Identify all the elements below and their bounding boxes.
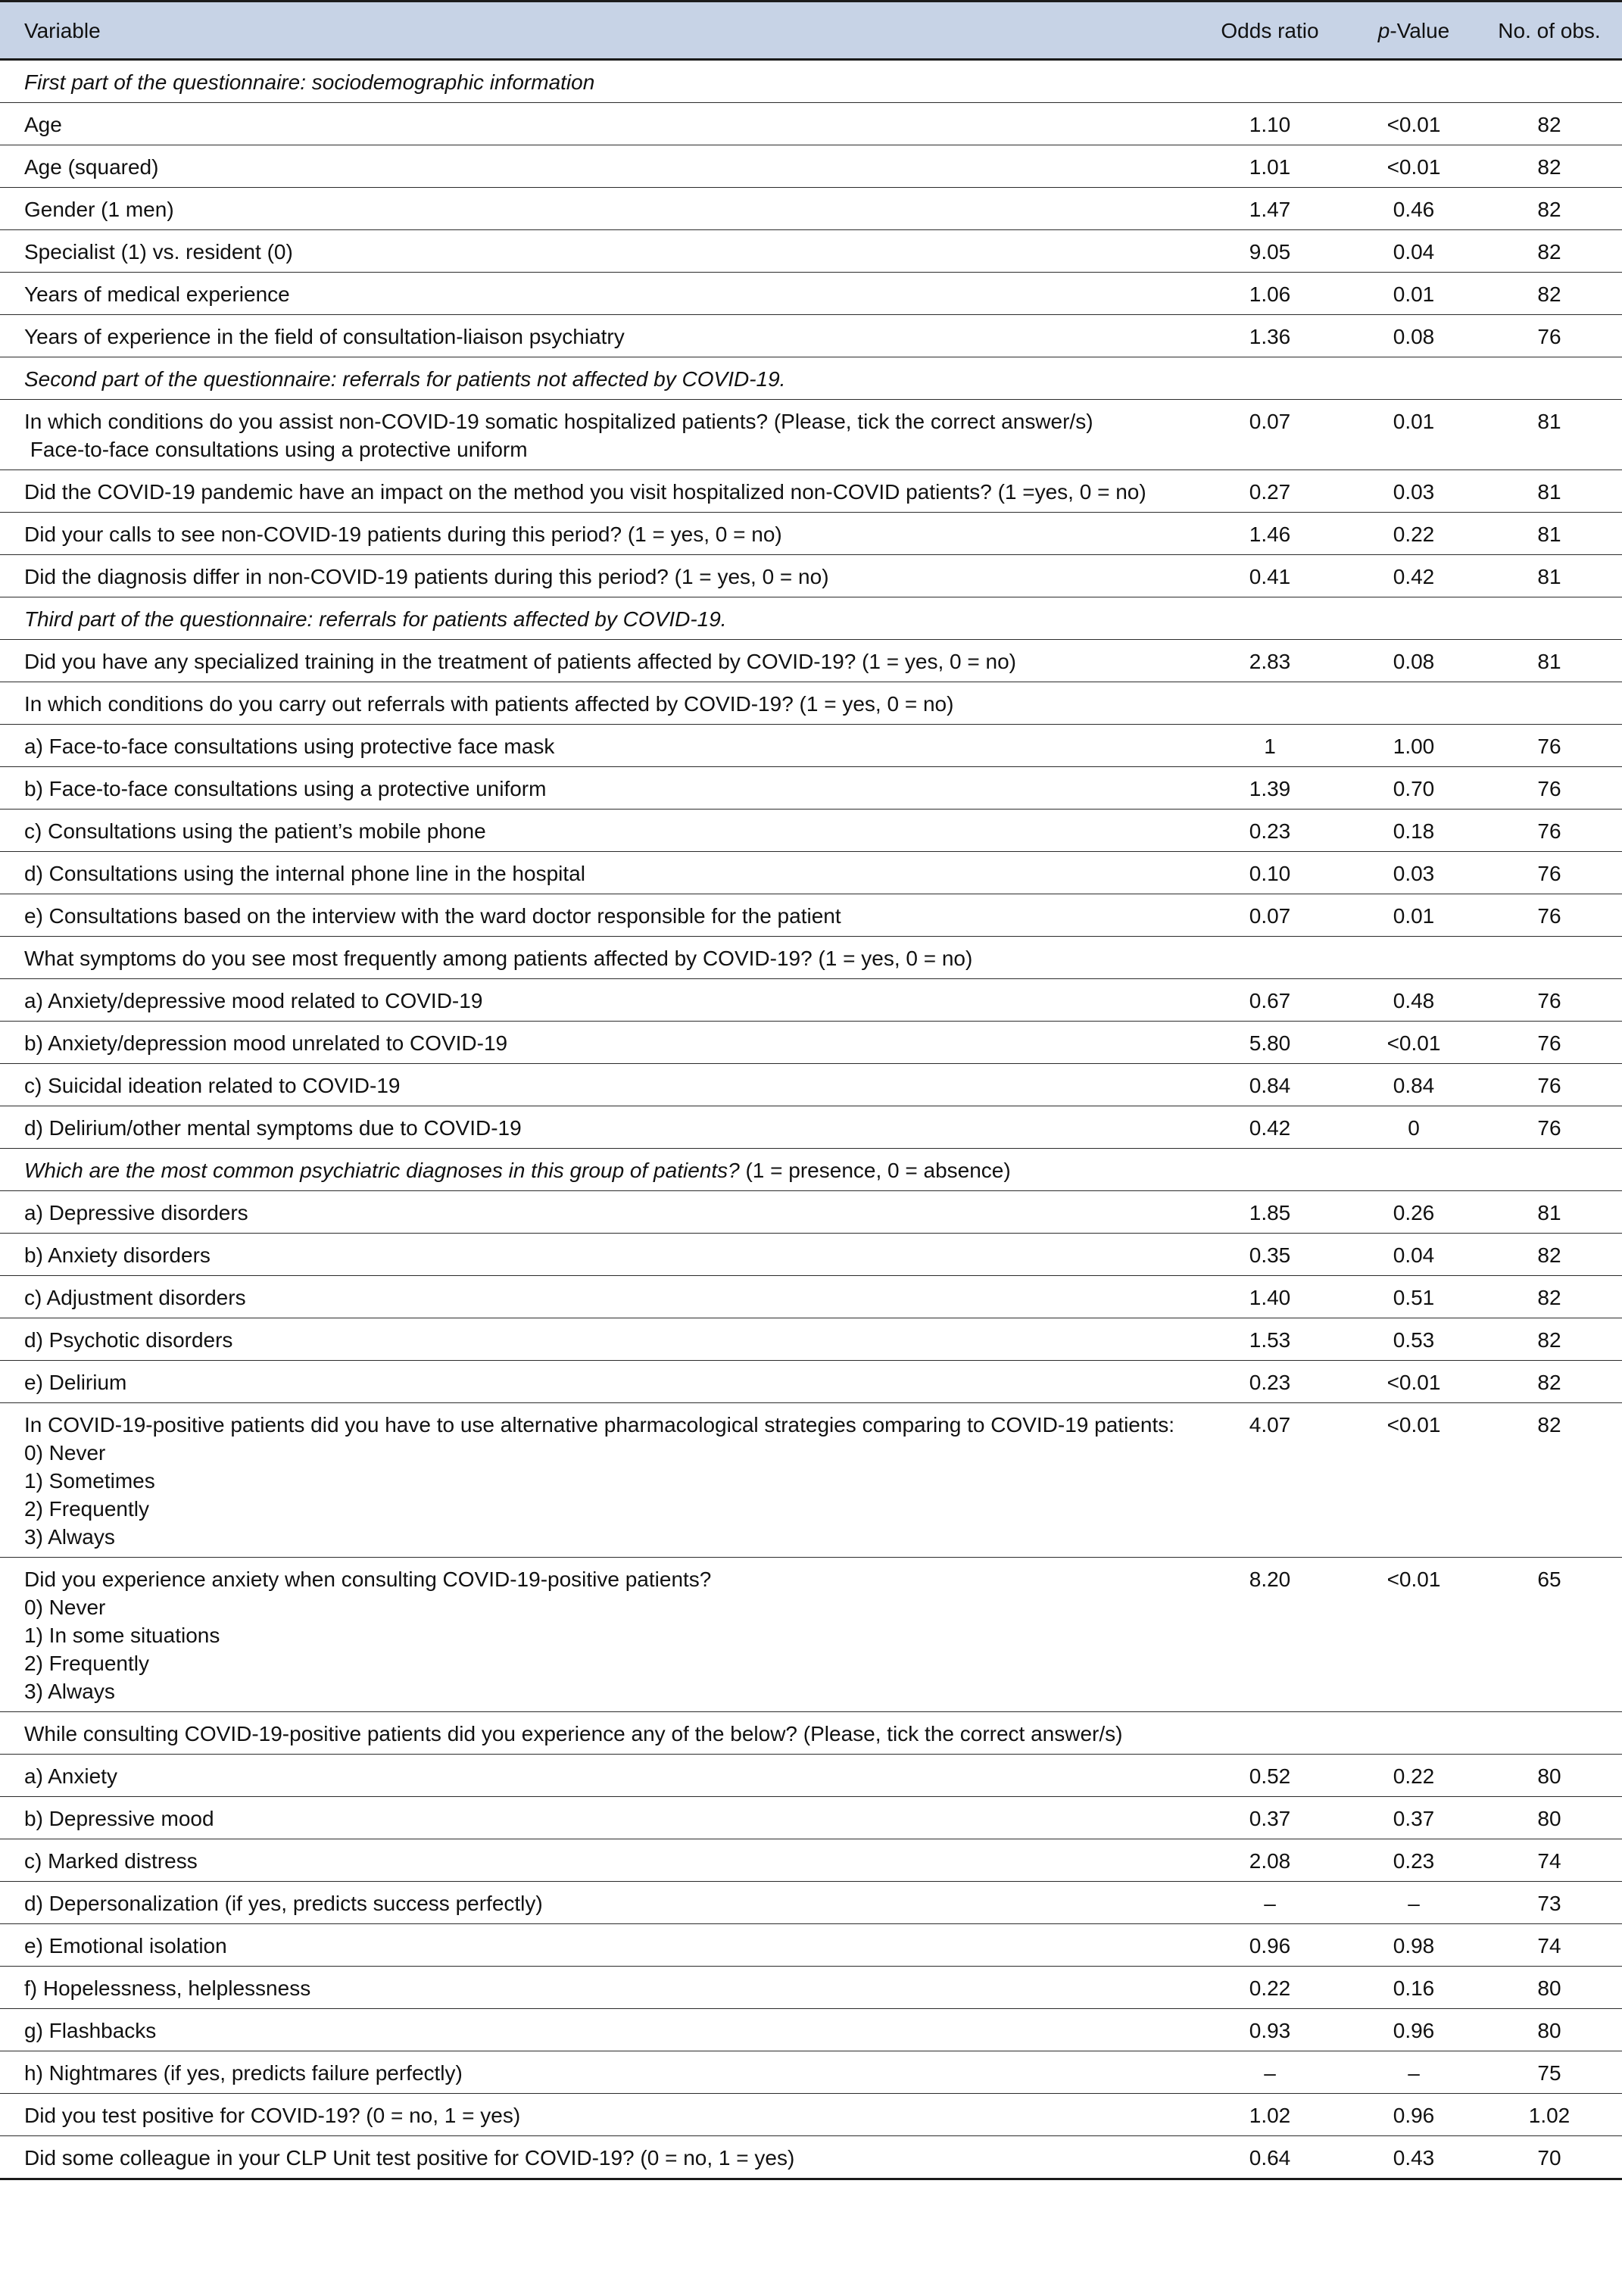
cell-n-obs: 82: [1477, 188, 1622, 230]
variable-line: Did the diagnosis differ in non-COVID-19 patients during this period? (1 = yes, 0 = no): [24, 565, 829, 588]
table-row: [0, 1924, 1622, 1967]
variable-plain-text: (1 = presence, 0 = absence): [739, 1159, 1011, 1182]
variable-line: d) Depersonalization (if yes, predicts success perfectly): [24, 1892, 543, 1915]
variable-line: b) Face-to-face consultations using a protective uniform: [24, 777, 547, 800]
cell-p-value: 0.98: [1351, 1924, 1477, 1967]
table-row: [0, 555, 1622, 597]
table-row: [0, 725, 1622, 767]
cell-p-value: [1351, 357, 1477, 400]
cell-n-obs: 82: [1477, 1276, 1622, 1318]
variable-line: 2) Frequently: [24, 1652, 149, 1675]
variable-line: Third part of the questionnaire: referrals for patients affected by COVID-19.: [24, 607, 727, 631]
cell-n-obs: 76: [1477, 852, 1622, 894]
cell-odds-ratio: 5.80: [1189, 1022, 1351, 1064]
table-row: [0, 2094, 1622, 2136]
cell-variable: [0, 1797, 1189, 1839]
cell-variable: [0, 1318, 1189, 1361]
cell-odds-ratio: 1.01: [1189, 145, 1351, 188]
variable-line: h) Nightmares (if yes, predicts failure perfectly): [24, 2061, 463, 2085]
cell-p-value: 0.26: [1351, 1191, 1477, 1234]
cell-variable: [0, 1403, 1189, 1558]
cell-n-obs: 81: [1477, 513, 1622, 555]
cell-variable: [0, 682, 1189, 725]
variable-line: 0) Never: [24, 1441, 106, 1465]
table-row: [0, 1967, 1622, 2009]
cell-p-value: 0.96: [1351, 2009, 1477, 2051]
cell-n-obs: 81: [1477, 1191, 1622, 1234]
table-row: [0, 315, 1622, 357]
cell-variable: [0, 1064, 1189, 1106]
cell-odds-ratio: 1.53: [1189, 1318, 1351, 1361]
variable-line: While consulting COVID-19-positive patients did you experience any of the below? (Please, tick the correct answer/s): [24, 1722, 1123, 1745]
variable-line: b) Anxiety disorders: [24, 1243, 211, 1267]
cell-odds-ratio: 1: [1189, 725, 1351, 767]
variable-italic-text: Which are the most common psychiatric diagnoses in this group of patients?: [24, 1159, 740, 1182]
table-row: [0, 1191, 1622, 1234]
section-row: [0, 60, 1622, 103]
variable-line: In which conditions do you carry out referrals with patients affected by COVID-19? (1 = yes, 0 = no): [24, 692, 954, 716]
cell-variable: [0, 555, 1189, 597]
table-header: [0, 2, 1622, 60]
cell-odds-ratio: 0.93: [1189, 2009, 1351, 2051]
table-row: [0, 513, 1622, 555]
cell-variable: [0, 2051, 1189, 2094]
cell-odds-ratio: 0.10: [1189, 852, 1351, 894]
variable-line: e) Consultations based on the interview with the ward doctor responsible for the patient: [24, 904, 841, 928]
table-row: [0, 1839, 1622, 1882]
header-p-suffix: -Value: [1390, 18, 1450, 42]
table-row: [0, 682, 1622, 725]
cell-odds-ratio: 1.06: [1189, 273, 1351, 315]
cell-p-value: 0.01: [1351, 400, 1477, 470]
cell-n-obs: 65: [1477, 1558, 1622, 1712]
cell-p-value: [1351, 682, 1477, 725]
table-row: [0, 1234, 1622, 1276]
table-row: [0, 1276, 1622, 1318]
table-body: [0, 60, 1622, 2179]
variable-line: Did you have any specialized training in the treatment of patients affected by COVID-19? (1 = yes, 0 = no): [24, 650, 1016, 673]
table-row: [0, 1106, 1622, 1149]
table-row: [0, 979, 1622, 1022]
cell-variable: [0, 315, 1189, 357]
cell-variable: [0, 60, 1189, 103]
cell-n-obs: 1.02: [1477, 2094, 1622, 2136]
variable-line: 3) Always: [24, 1680, 115, 1703]
cell-variable: [0, 2094, 1189, 2136]
cell-n-obs: [1477, 1712, 1622, 1755]
cell-variable: [0, 230, 1189, 273]
cell-n-obs: 76: [1477, 315, 1622, 357]
cell-p-value: <0.01: [1351, 1022, 1477, 1064]
cell-n-obs: 81: [1477, 400, 1622, 470]
variable-line: c) Marked distress: [24, 1849, 198, 1873]
variable-line: c) Consultations using the patient’s mobile phone: [24, 819, 486, 843]
cell-n-obs: [1477, 937, 1622, 979]
cell-n-obs: 76: [1477, 767, 1622, 810]
cell-odds-ratio: 1.36: [1189, 315, 1351, 357]
variable-line: e) Emotional isolation: [24, 1934, 227, 1958]
cell-variable: [0, 470, 1189, 513]
cell-p-value: 0.22: [1351, 1755, 1477, 1797]
cell-variable: [0, 979, 1189, 1022]
cell-odds-ratio: 0.23: [1189, 1361, 1351, 1403]
cell-n-obs: 80: [1477, 1967, 1622, 2009]
cell-n-obs: 76: [1477, 725, 1622, 767]
cell-p-value: 0.22: [1351, 513, 1477, 555]
cell-variable: [0, 1755, 1189, 1797]
table-row: [0, 1755, 1622, 1797]
table-row: [0, 188, 1622, 230]
cell-n-obs: [1477, 1149, 1622, 1191]
cell-variable: [0, 1022, 1189, 1064]
cell-variable: [0, 937, 1189, 979]
cell-n-obs: [1477, 60, 1622, 103]
cell-odds-ratio: [1189, 682, 1351, 725]
variable-line: 1) In some situations: [24, 1624, 220, 1647]
cell-variable: [0, 1106, 1189, 1149]
variable-line: b) Anxiety/depression mood unrelated to COVID-19: [24, 1031, 508, 1055]
cell-n-obs: 80: [1477, 1797, 1622, 1839]
table-row: [0, 1149, 1622, 1191]
header-variable: Variable: [0, 2, 1189, 60]
cell-p-value: 0.03: [1351, 470, 1477, 513]
variable-line: Specialist (1) vs. resident (0): [24, 240, 293, 264]
variable-line: a) Depressive disorders: [24, 1201, 248, 1224]
cell-n-obs: 74: [1477, 1924, 1622, 1967]
cell-variable: [0, 852, 1189, 894]
cell-p-value: <0.01: [1351, 1558, 1477, 1712]
cell-odds-ratio: [1189, 597, 1351, 640]
table-row: [0, 767, 1622, 810]
cell-p-value: [1351, 597, 1477, 640]
header-p-value: [1351, 2, 1477, 60]
cell-p-value: 0: [1351, 1106, 1477, 1149]
cell-odds-ratio: [1189, 357, 1351, 400]
variable-line: Years of medical experience: [24, 282, 290, 306]
table-row: [0, 852, 1622, 894]
cell-p-value: 0.04: [1351, 1234, 1477, 1276]
cell-n-obs: 81: [1477, 640, 1622, 682]
cell-n-obs: 82: [1477, 145, 1622, 188]
cell-n-obs: 76: [1477, 1106, 1622, 1149]
variable-line: In which conditions do you assist non-COVID-19 somatic hospitalized patients? (Please, tick the correct answer/s): [24, 410, 1093, 433]
cell-n-obs: 82: [1477, 1234, 1622, 1276]
cell-p-value: –: [1351, 2051, 1477, 2094]
cell-variable: [0, 103, 1189, 145]
variable-line: a) Face-to-face consultations using protective face mask: [24, 735, 555, 758]
cell-odds-ratio: 9.05: [1189, 230, 1351, 273]
variable-line: What symptoms do you see most frequently among patients affected by COVID-19? (1 = yes, 0 = no): [24, 947, 973, 970]
cell-n-obs: [1477, 357, 1622, 400]
variable-line: c) Suicidal ideation related to COVID-19: [24, 1074, 401, 1097]
cell-odds-ratio: 0.52: [1189, 1755, 1351, 1797]
cell-odds-ratio: 0.96: [1189, 1924, 1351, 1967]
variable-line: 2) Frequently: [24, 1497, 149, 1521]
cell-odds-ratio: –: [1189, 1882, 1351, 1924]
variable-line: First part of the questionnaire: sociodemographic information: [24, 70, 595, 94]
cell-p-value: 0.08: [1351, 640, 1477, 682]
cell-odds-ratio: 0.84: [1189, 1064, 1351, 1106]
variable-line: Years of experience in the field of consultation-liaison psychiatry: [24, 325, 625, 348]
section-row: [0, 357, 1622, 400]
cell-p-value: 0.43: [1351, 2136, 1477, 2179]
cell-n-obs: 73: [1477, 1882, 1622, 1924]
cell-n-obs: 82: [1477, 230, 1622, 273]
cell-p-value: 0.51: [1351, 1276, 1477, 1318]
cell-p-value: <0.01: [1351, 103, 1477, 145]
cell-n-obs: 80: [1477, 2009, 1622, 2051]
cell-variable: [0, 2009, 1189, 2051]
cell-p-value: 0.70: [1351, 767, 1477, 810]
variable-line: a) Anxiety: [24, 1764, 117, 1788]
cell-odds-ratio: 0.42: [1189, 1106, 1351, 1149]
table-row: [0, 640, 1622, 682]
cell-variable: [0, 810, 1189, 852]
cell-odds-ratio: 1.46: [1189, 513, 1351, 555]
cell-odds-ratio: 2.83: [1189, 640, 1351, 682]
cell-p-value: [1351, 60, 1477, 103]
variable-line: e) Delirium: [24, 1371, 127, 1394]
cell-odds-ratio: –: [1189, 2051, 1351, 2094]
cell-p-value: 0.53: [1351, 1318, 1477, 1361]
table-row: [0, 273, 1622, 315]
table-row: [0, 103, 1622, 145]
cell-p-value: 0.01: [1351, 894, 1477, 937]
table-row: [0, 1064, 1622, 1106]
variable-line: 0) Never: [24, 1596, 106, 1619]
cell-variable: [0, 357, 1189, 400]
cell-variable: [0, 1712, 1189, 1755]
cell-n-obs: 70: [1477, 2136, 1622, 2179]
cell-odds-ratio: [1189, 1712, 1351, 1755]
cell-n-obs: 81: [1477, 555, 1622, 597]
cell-odds-ratio: 0.07: [1189, 400, 1351, 470]
cell-variable: [0, 1924, 1189, 1967]
header-p-prefix: p: [1377, 18, 1390, 42]
cell-n-obs: 75: [1477, 2051, 1622, 2094]
cell-n-obs: 74: [1477, 1839, 1622, 1882]
cell-odds-ratio: [1189, 937, 1351, 979]
table-row: [0, 1361, 1622, 1403]
variable-line: 1) Sometimes: [24, 1469, 155, 1493]
cell-p-value: 0.96: [1351, 2094, 1477, 2136]
cell-odds-ratio: 0.22: [1189, 1967, 1351, 2009]
variable-line: Age: [24, 113, 62, 136]
table-row: [0, 1403, 1622, 1558]
table-row: [0, 810, 1622, 852]
cell-n-obs: 82: [1477, 103, 1622, 145]
variable-line: Did your calls to see non-COVID-19 patients during this period? (1 = yes, 0 = no): [24, 523, 782, 546]
cell-variable: [0, 2136, 1189, 2179]
cell-p-value: 0.08: [1351, 315, 1477, 357]
section-row: [0, 597, 1622, 640]
cell-p-value: 0.42: [1351, 555, 1477, 597]
cell-variable: [0, 400, 1189, 470]
cell-odds-ratio: 0.37: [1189, 1797, 1351, 1839]
variable-line: 3) Always: [24, 1525, 115, 1549]
cell-odds-ratio: 1.40: [1189, 1276, 1351, 1318]
variable-line: Second part of the questionnaire: referrals for patients not affected by COVID-19.: [24, 367, 786, 391]
table-row: [0, 1318, 1622, 1361]
cell-p-value: <0.01: [1351, 145, 1477, 188]
cell-n-obs: [1477, 682, 1622, 725]
cell-p-value: 0.01: [1351, 273, 1477, 315]
cell-n-obs: 76: [1477, 894, 1622, 937]
table-row: [0, 1712, 1622, 1755]
cell-p-value: <0.01: [1351, 1403, 1477, 1558]
table-row: [0, 400, 1622, 470]
cell-n-obs: 82: [1477, 1318, 1622, 1361]
cell-variable: [0, 1276, 1189, 1318]
variable-line: f) Hopelessness, helplessness: [24, 1976, 311, 2000]
table-row: [0, 2051, 1622, 2094]
variable-line: Did some colleague in your CLP Unit test positive for COVID-19? (0 = no, 1 = yes): [24, 2146, 795, 2170]
variable-line: Did you experience anxiety when consulting COVID-19-positive patients?: [24, 1568, 712, 1591]
variable-line: Did you test positive for COVID-19? (0 = no, 1 = yes): [24, 2104, 521, 2127]
cell-variable: [0, 894, 1189, 937]
cell-odds-ratio: 8.20: [1189, 1558, 1351, 1712]
table-row: [0, 2136, 1622, 2179]
table-row: [0, 894, 1622, 937]
variable-line: b) Depressive mood: [24, 1807, 214, 1830]
cell-variable: [0, 1234, 1189, 1276]
cell-n-obs: 81: [1477, 470, 1622, 513]
cell-variable: [0, 273, 1189, 315]
cell-p-value: 0.48: [1351, 979, 1477, 1022]
cell-variable: [0, 1361, 1189, 1403]
cell-odds-ratio: 1.47: [1189, 188, 1351, 230]
cell-odds-ratio: 1.10: [1189, 103, 1351, 145]
table-row: [0, 1797, 1622, 1839]
cell-odds-ratio: 1.02: [1189, 2094, 1351, 2136]
cell-p-value: 0.37: [1351, 1797, 1477, 1839]
variable-line: d) Delirium/other mental symptoms due to COVID-19: [24, 1116, 522, 1140]
cell-n-obs: 76: [1477, 1022, 1622, 1064]
cell-variable: [0, 1967, 1189, 2009]
cell-odds-ratio: 0.67: [1189, 979, 1351, 1022]
cell-odds-ratio: 4.07: [1189, 1403, 1351, 1558]
cell-n-obs: 82: [1477, 1361, 1622, 1403]
header-odds-ratio: Odds ratio: [1189, 2, 1351, 60]
cell-odds-ratio: 0.35: [1189, 1234, 1351, 1276]
cell-n-obs: [1477, 597, 1622, 640]
cell-variable: [0, 145, 1189, 188]
cell-variable: [0, 1149, 1189, 1191]
cell-variable: [0, 725, 1189, 767]
cell-variable: [0, 188, 1189, 230]
variable-line: c) Adjustment disorders: [24, 1286, 246, 1309]
cell-variable: [0, 1839, 1189, 1882]
cell-odds-ratio: 0.07: [1189, 894, 1351, 937]
variable-line: d) Consultations using the internal phone line in the hospital: [24, 862, 585, 885]
cell-p-value: 1.00: [1351, 725, 1477, 767]
cell-n-obs: 76: [1477, 979, 1622, 1022]
table-row: [0, 1558, 1622, 1712]
cell-odds-ratio: 1.39: [1189, 767, 1351, 810]
header-n-obs: No. of obs.: [1477, 2, 1622, 60]
table-row: [0, 145, 1622, 188]
variable-line: Face-to-face consultations using a protective uniform: [24, 438, 528, 461]
cell-p-value: 0.04: [1351, 230, 1477, 273]
cell-p-value: 0.03: [1351, 852, 1477, 894]
cell-n-obs: 82: [1477, 273, 1622, 315]
cell-n-obs: 80: [1477, 1755, 1622, 1797]
cell-variable: [0, 597, 1189, 640]
cell-odds-ratio: [1189, 60, 1351, 103]
cell-n-obs: 76: [1477, 1064, 1622, 1106]
cell-variable: [0, 1191, 1189, 1234]
variable-line: a) Anxiety/depressive mood related to COVID-19: [24, 989, 483, 1012]
cell-variable: [0, 513, 1189, 555]
table-row: [0, 470, 1622, 513]
cell-variable: [0, 640, 1189, 682]
cell-p-value: 0.46: [1351, 188, 1477, 230]
cell-variable: [0, 1882, 1189, 1924]
table-row: [0, 2009, 1622, 2051]
cell-odds-ratio: 1.85: [1189, 1191, 1351, 1234]
cell-n-obs: 76: [1477, 810, 1622, 852]
cell-odds-ratio: 0.64: [1189, 2136, 1351, 2179]
table-row: [0, 230, 1622, 273]
variable-line: d) Psychotic disorders: [24, 1328, 233, 1352]
variable-line: Did the COVID-19 pandemic have an impact on the method you visit hospitalized non-COVID patients? (1 =yes, 0 = no): [24, 480, 1146, 504]
cell-variable: [0, 1558, 1189, 1712]
cell-odds-ratio: [1189, 1149, 1351, 1191]
cell-p-value: 0.18: [1351, 810, 1477, 852]
cell-p-value: <0.01: [1351, 1361, 1477, 1403]
cell-p-value: [1351, 937, 1477, 979]
cell-p-value: 0.16: [1351, 1967, 1477, 2009]
header-row: [0, 2, 1622, 60]
variable-line: Age (squared): [24, 155, 159, 179]
cell-odds-ratio: 0.27: [1189, 470, 1351, 513]
cell-n-obs: 82: [1477, 1403, 1622, 1558]
table-row: [0, 1022, 1622, 1064]
table-row: [0, 937, 1622, 979]
variable-line: In COVID-19-positive patients did you have to use alternative pharmacological strategies comparing to COVID-19 patients:: [24, 1413, 1174, 1437]
cell-odds-ratio: 0.23: [1189, 810, 1351, 852]
cell-p-value: [1351, 1149, 1477, 1191]
cell-p-value: 0.23: [1351, 1839, 1477, 1882]
cell-p-value: –: [1351, 1882, 1477, 1924]
cell-p-value: 0.84: [1351, 1064, 1477, 1106]
variable-line: g) Flashbacks: [24, 2019, 157, 2042]
variable-line: Gender (1 men): [24, 198, 174, 221]
cell-variable: [0, 767, 1189, 810]
cell-odds-ratio: 0.41: [1189, 555, 1351, 597]
cell-p-value: [1351, 1712, 1477, 1755]
cell-odds-ratio: 2.08: [1189, 1839, 1351, 1882]
table-row: [0, 1882, 1622, 1924]
